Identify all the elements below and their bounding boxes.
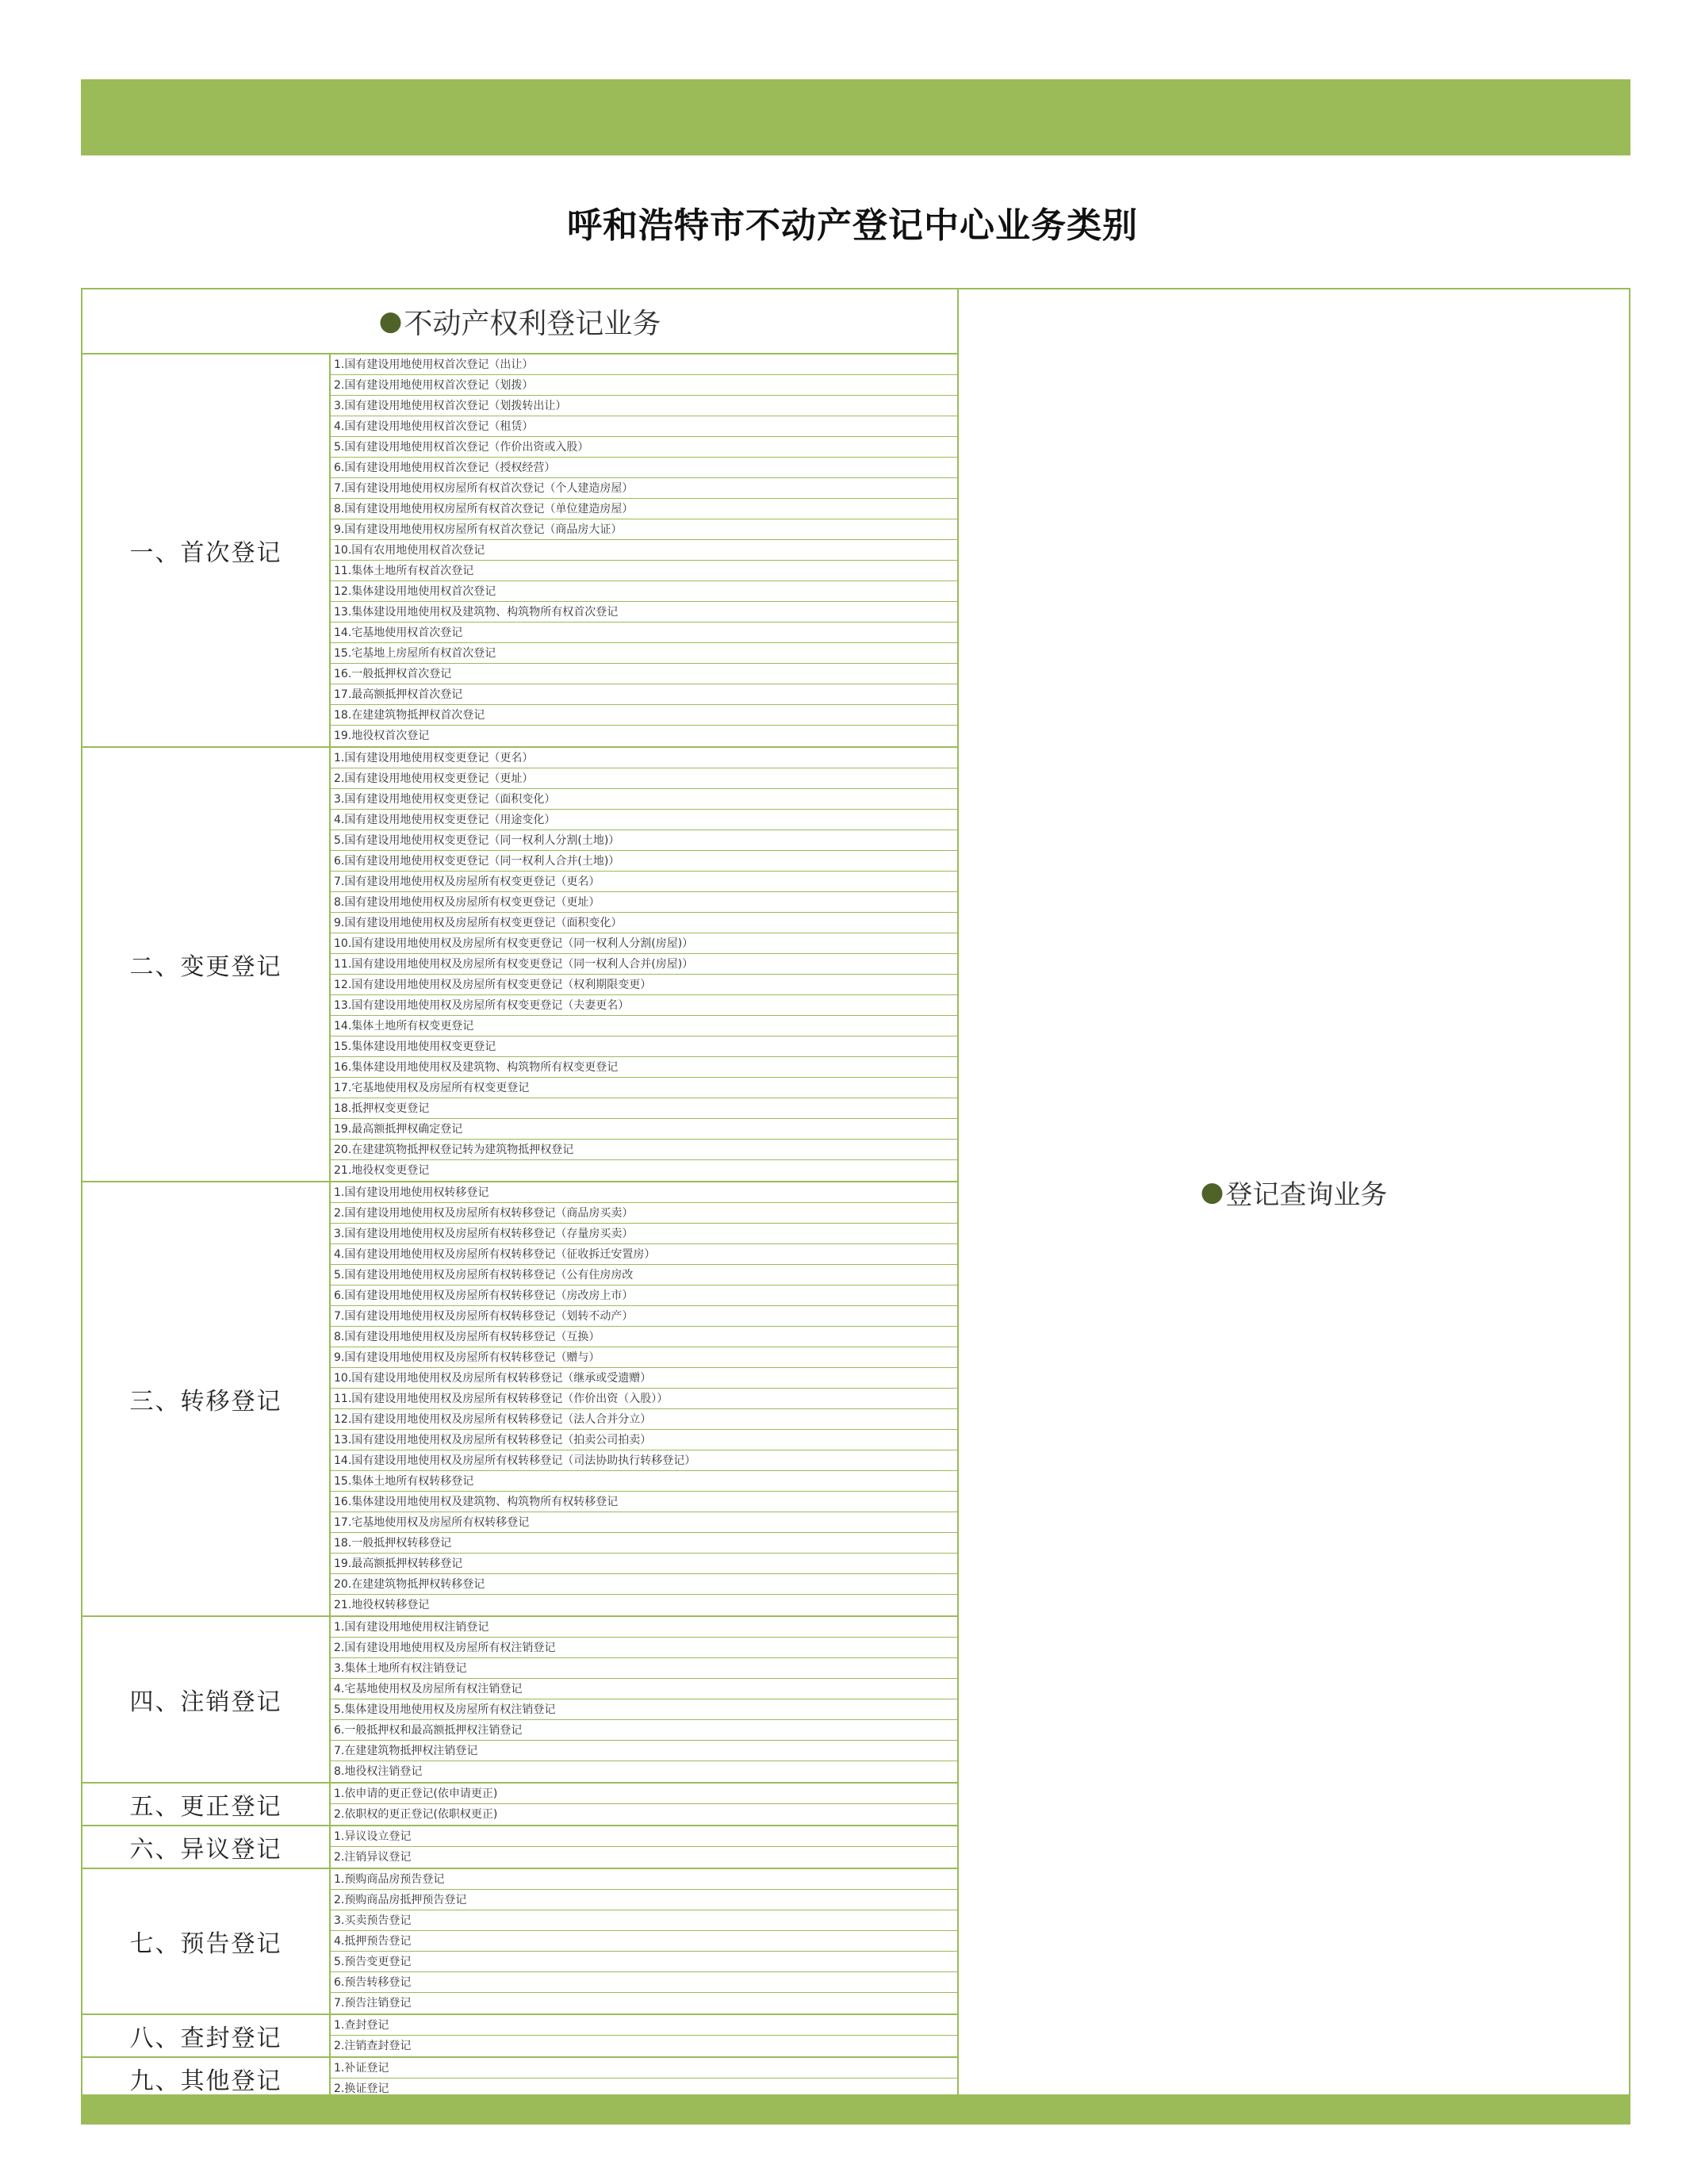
list-item: 5.预告变更登记	[331, 1952, 957, 1972]
list-item: 5.集体建设用地使用权及房屋所有权注销登记	[331, 1699, 957, 1720]
list-item: 9.国有建设用地使用权及房屋所有权变更登记（面积变化）	[331, 913, 957, 933]
list-item: 12.国有建设用地使用权及房屋所有权转移登记（法人合并分立）	[331, 1409, 957, 1430]
list-item: 1.预购商品房预告登记	[331, 1869, 957, 1890]
list-item: 3.国有建设用地使用权及房屋所有权转移登记（存量房买卖）	[331, 1224, 957, 1244]
list-item: 13.集体建设用地使用权及建筑物、构筑物所有权首次登记	[331, 602, 957, 623]
group-name: 八、查封登记	[82, 2015, 331, 2056]
rights-registration-header	[82, 289, 957, 354]
query-service-title: 登记查询业务	[1225, 1178, 1388, 1211]
rights-registration-title: 不动产权利登记业务	[404, 307, 661, 340]
list-item: 20.在建建筑物抵押权转移登记	[331, 1574, 957, 1595]
list-item: 6.国有建设用地使用权变更登记（同一权利人合并(土地)）	[331, 851, 957, 872]
list-item: 11.国有建设用地使用权及房屋所有权变更登记（同一权利人合并(房屋)）	[331, 954, 957, 975]
list-item: 1.补证登记	[331, 2058, 957, 2079]
list-item: 9.国有建设用地使用权及房屋所有权转移登记（赠与）	[331, 1347, 957, 1368]
list-item: 3.买卖预告登记	[331, 1910, 957, 1931]
list-item: 9.国有建设用地使用权房屋所有权首次登记（商品房大证）	[331, 519, 957, 540]
list-item: 8.国有建设用地使用权房屋所有权首次登记（单位建造房屋）	[331, 499, 957, 519]
group-name: 五、更正登记	[82, 1784, 331, 1825]
list-item: 2.注销异议登记	[334, 1851, 412, 1864]
list-item: 19.最高额抵押权转移登记	[331, 1554, 957, 1574]
list-item: 17.宅基地使用权及房屋所有权变更登记	[331, 1078, 957, 1098]
list-item: 10.国有建设用地使用权及房屋所有权变更登记（同一权利人分割(房屋)）	[331, 933, 957, 954]
list-item: 6.一般抵押权和最高额抵押权注销登记	[331, 1720, 957, 1741]
group-items	[331, 2015, 957, 2056]
list-item: 1.异议设立登记	[331, 1826, 957, 1847]
list-item: 1.国有建设用地使用权注销登记	[331, 1617, 957, 1638]
group-name: 七、预告登记	[82, 1869, 331, 2013]
list-item: 12.国有建设用地使用权及房屋所有权变更登记（权利期限变更）	[331, 975, 957, 995]
list-item: 13.国有建设用地使用权及房屋所有权变更登记（夫妻更名）	[331, 995, 957, 1016]
list-item: 14.国有建设用地使用权及房屋所有权转移登记（司法协助执行转移登记）	[331, 1450, 957, 1471]
list-item: 14.宅基地使用权首次登记	[331, 623, 957, 643]
group-name: 二、变更登记	[82, 748, 331, 1181]
list-item: 11.集体土地所有权首次登记	[331, 561, 957, 581]
list-item: 17.最高额抵押权首次登记	[331, 684, 957, 705]
list-item: 18.抵押权变更登记	[331, 1098, 957, 1119]
registration-groups	[82, 354, 957, 2101]
registration-group	[82, 1182, 957, 1617]
list-item: 5.国有建设用地使用权及房屋所有权转移登记（公有住房房改	[331, 1265, 957, 1285]
group-items	[331, 748, 957, 1181]
list-item: 6.预告转移登记	[331, 1972, 957, 1993]
list-item: 4.宅基地使用权及房屋所有权注销登记	[331, 1679, 957, 1699]
group-items	[331, 1784, 957, 1825]
registration-group	[82, 1869, 957, 2015]
group-items	[331, 1182, 957, 1615]
bullet-icon: ●	[1200, 1176, 1224, 1208]
group-name: 六、异议登记	[82, 1826, 331, 1868]
group-name: 三、转移登记	[82, 1182, 331, 1615]
list-item: 3.国有建设用地使用权变更登记（面积变化）	[331, 789, 957, 810]
list-item: 10.国有建设用地使用权及房屋所有权转移登记（继承或受遗赠）	[331, 1368, 957, 1389]
list-item: 20.在建建筑物抵押权登记转为建筑物抵押权登记	[331, 1140, 957, 1160]
page-title: 呼和浩特市不动产登记中心业务类别	[567, 205, 1138, 246]
list-item: 15.宅基地上房屋所有权首次登记	[331, 643, 957, 664]
bullet-icon: ●	[378, 305, 403, 337]
list-item: 7.国有建设用地使用权房屋所有权首次登记（个人建造房屋）	[331, 478, 957, 499]
registration-group	[82, 2058, 957, 2101]
list-item: 5.国有建设用地使用权变更登记（同一权利人分割(土地)）	[331, 830, 957, 851]
group-name: 一、首次登记	[82, 354, 331, 746]
list-item: 4.国有建设用地使用权变更登记（用途变化）	[331, 810, 957, 830]
list-item: 15.集体建设用地使用权变更登记	[331, 1036, 957, 1057]
group-name: 四、注销登记	[82, 1617, 331, 1782]
list-item: 10.国有农用地使用权首次登记	[331, 540, 957, 561]
list-item: 2.依职权的更正登记(依职权更正)	[334, 1808, 498, 1821]
list-item: 15.集体土地所有权转移登记	[331, 1471, 957, 1492]
list-item: 2.国有建设用地使用权及房屋所有权注销登记	[331, 1638, 957, 1658]
list-item: 14.集体土地所有权变更登记	[331, 1016, 957, 1036]
business-table	[81, 288, 1630, 2096]
list-item: 5.国有建设用地使用权首次登记（作价出资或入股）	[331, 437, 957, 458]
query-service-column	[959, 289, 1629, 2094]
list-item: 1.国有建设用地使用权首次登记（出让）	[331, 354, 957, 375]
list-item: 6.国有建设用地使用权首次登记（授权经营）	[331, 458, 957, 478]
group-items	[331, 1869, 957, 2013]
bottom-banner	[81, 2096, 1630, 2125]
list-item: 13.国有建设用地使用权及房屋所有权转移登记（拍卖公司拍卖）	[331, 1430, 957, 1450]
list-item: 18.一般抵押权转移登记	[331, 1533, 957, 1554]
group-items	[331, 1617, 957, 1782]
list-item: 1.查封登记	[331, 2015, 957, 2036]
group-items	[331, 354, 957, 746]
list-item: 7.在建建筑物抵押权注销登记	[331, 1741, 957, 1761]
list-item: 21.地役权转移登记	[334, 1599, 430, 1611]
list-item: 7.预告注销登记	[334, 1997, 412, 2010]
registration-group	[82, 354, 957, 748]
list-item: 18.在建建筑物抵押权首次登记	[331, 705, 957, 726]
registration-group	[82, 2015, 957, 2058]
list-item: 3.国有建设用地使用权首次登记（划拨转出让）	[331, 396, 957, 416]
list-item: 7.国有建设用地使用权及房屋所有权变更登记（更名）	[331, 872, 957, 892]
list-item: 4.国有建设用地使用权首次登记（租赁）	[331, 416, 957, 437]
list-item: 17.宅基地使用权及房屋所有权转移登记	[331, 1512, 957, 1533]
list-item: 8.地役权注销登记	[334, 1765, 423, 1778]
registration-group	[82, 1617, 957, 1784]
group-name: 九、其他登记	[82, 2058, 331, 2099]
list-item: 2.国有建设用地使用权首次登记（划拨）	[331, 375, 957, 396]
rights-registration-column	[82, 289, 959, 2094]
list-item: 4.国有建设用地使用权及房屋所有权转移登记（征收拆迁安置房）	[331, 1244, 957, 1265]
list-item: 2.国有建设用地使用权及房屋所有权转移登记（商品房买卖）	[331, 1203, 957, 1224]
list-item: 8.国有建设用地使用权及房屋所有权转移登记（互换）	[331, 1327, 957, 1347]
list-item: 19.地役权首次登记	[334, 730, 430, 742]
list-item: 3.集体土地所有权注销登记	[331, 1658, 957, 1679]
list-item: 7.国有建设用地使用权及房屋所有权转移登记（划转不动产）	[331, 1306, 957, 1327]
list-item: 2.国有建设用地使用权变更登记（更址）	[331, 768, 957, 789]
registration-group	[82, 1826, 957, 1869]
list-item: 2.注销查封登记	[334, 2040, 412, 2052]
list-item: 16.集体建设用地使用权及建筑物、构筑物所有权变更登记	[331, 1057, 957, 1078]
group-items	[331, 1826, 957, 1868]
list-item: 19.最高额抵押权确定登记	[331, 1119, 957, 1140]
list-item: 1.国有建设用地使用权转移登记	[331, 1182, 957, 1203]
registration-group	[82, 1784, 957, 1826]
list-item: 16.一般抵押权首次登记	[331, 664, 957, 684]
list-item: 6.国有建设用地使用权及房屋所有权转移登记（房改房上市）	[331, 1285, 957, 1306]
list-item: 1.依申请的更正登记(依申请更正)	[331, 1784, 957, 1804]
list-item: 11.国有建设用地使用权及房屋所有权转移登记（作价出资（入股））	[331, 1389, 957, 1409]
list-item: 8.国有建设用地使用权及房屋所有权变更登记（更址）	[331, 892, 957, 913]
top-banner	[81, 79, 1630, 155]
list-item: 21.地役权变更登记	[334, 1164, 430, 1177]
list-item: 1.国有建设用地使用权变更登记（更名）	[331, 748, 957, 768]
list-item: 16.集体建设用地使用权及建筑物、构筑物所有权转移登记	[331, 1492, 957, 1512]
registration-group	[82, 748, 957, 1182]
list-item: 2.预购商品房抵押预告登记	[331, 1890, 957, 1910]
list-item: 12.集体建设用地使用权首次登记	[331, 581, 957, 602]
list-item: 4.抵押预告登记	[331, 1931, 957, 1952]
list-item: 2.换证登记	[334, 2082, 389, 2095]
group-items	[331, 2058, 957, 2099]
